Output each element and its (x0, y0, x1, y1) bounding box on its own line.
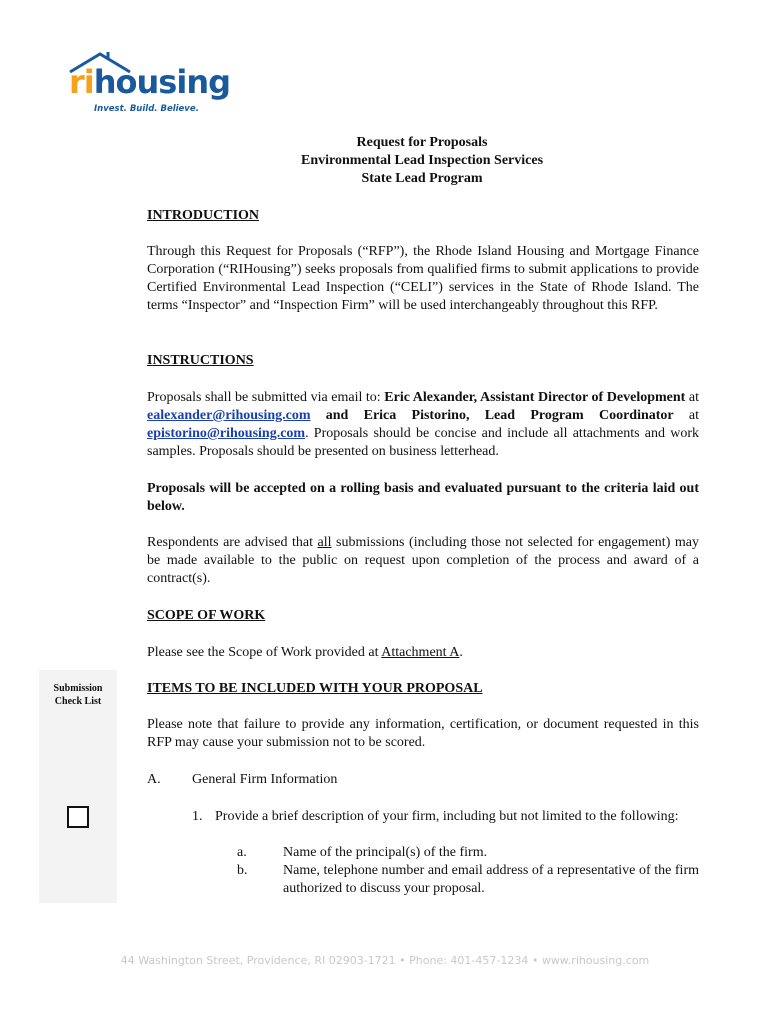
item-1-number: 1. (192, 809, 203, 824)
email-link-ealexander[interactable]: ealexander@rihousing.com (147, 408, 311, 423)
attachment-a-link[interactable]: Attachment A (381, 645, 460, 660)
instructions-paragraph-1: Proposals shall be submitted via email to: Eric Alexander, Assistant Director of Development at ealexander@rihousing.com and Erica Pistorino, Lead Program Coordinator at epistorino@rihousing.com. Proposals should be concise and include all attachments and work samples. Proposals should be presented on business letterhead. (147, 390, 700, 459)
section-a-label: A. (147, 772, 161, 787)
email-link-epistorino[interactable]: epistorino@rihousing.com (147, 426, 306, 441)
sub-item-b-text: Name, telephone number and email address of a representative of the firm authorized to discuss your proposal. (283, 863, 699, 896)
item-1-text: Provide a brief description of your firm, including but not limited to the following: (215, 809, 679, 824)
sub-item-b-label: b. (237, 863, 248, 878)
checklist-label: Submission Check List (53, 683, 103, 707)
sub-item-a-text: Name of the principal(s) of the firm. (283, 845, 488, 860)
title-line-1: Request for Proposals (356, 135, 488, 150)
items-body: Please note that failure to provide any information, certification, or document requested in this RFP may cause your submission not to be scored. (147, 717, 699, 750)
title-line-3: State Lead Program (361, 171, 483, 186)
instructions-paragraph-2: Proposals will be accepted on a rolling basis and evaluated pursuant to the criteria laid out below. (147, 481, 699, 514)
items-heading: ITEMS TO BE INCLUDED WITH YOUR PROPOSAL (147, 681, 483, 696)
scope-heading: SCOPE OF WORK (147, 608, 266, 623)
title-line-2: Environmental Lead Inspection Services (300, 153, 544, 168)
document-title (0, 134, 770, 188)
page-footer: 44 Washington Street, Providence, RI 02903-1721 • Phone: 401-457-1234 • www.rihousing.com (120, 954, 650, 967)
rihousing-logo (64, 50, 230, 120)
introduction-body: Through this Request for Proposals (“RFP”), the Rhode Island Housing and Mortgage Finance Corporation (“RIHousing”) seeks proposals from qualified firms to submit applications to provide Certified Environmental Lead Inspection (“CELI”) services in the State of Rhode Island. The terms “Inspector” and “Inspection Firm” will be used interchangeably throughout this RFP. (147, 244, 699, 313)
instructions-heading: INSTRUCTIONS (147, 353, 254, 368)
instructions-paragraph-3: Respondents are advised that all submissions (including those not selected for engagement) may be made available to the public on request upon completion of the process and award of a contract(s). (147, 535, 699, 586)
sub-item-a-label: a. (237, 845, 247, 860)
checklist-checkbox[interactable] (67, 806, 89, 828)
introduction-heading: INTRODUCTION (147, 208, 260, 223)
submission-checklist-sidebar (39, 670, 117, 903)
logo-tagline: Invest. Build. Believe. (94, 104, 199, 114)
logo-wordmark: rihousing (69, 63, 230, 101)
section-a-title: General Firm Information (192, 772, 338, 787)
scope-body: Please see the Scope of Work provided at Attachment A. (147, 645, 463, 660)
